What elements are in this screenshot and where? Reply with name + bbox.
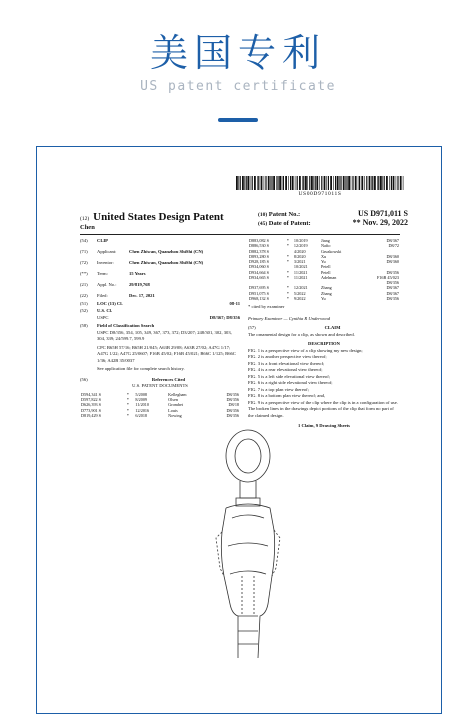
figure-description: FIG. 1 is a perspective view of a clip showing my new design;: [248, 347, 363, 353]
figure-description: FIG. 5 is a left side elevational view thereof;: [248, 373, 331, 379]
ref-date: 9/2022: [293, 295, 306, 301]
barcode-bar: [261, 176, 263, 190]
barcode-bar: [384, 176, 385, 190]
barcode-bar: [335, 176, 336, 190]
ref-date: 5/2022: [293, 290, 306, 296]
barcode-bar: [343, 176, 345, 190]
field-code: (52): [80, 308, 88, 314]
ref-date: 10/2021: [293, 264, 308, 270]
ref-name: Kellegham: [168, 391, 187, 397]
barcode-bar: [393, 176, 395, 190]
ref-mark: *: [286, 243, 289, 249]
ref-number: D934,664 S: [249, 269, 270, 275]
field-code: (72): [80, 260, 88, 266]
applicant-label: Applicant:: [97, 249, 117, 255]
ref-number: D773,901 S: [81, 407, 102, 413]
barcode-bar: [240, 176, 241, 190]
search-cpc-label: CPC: [97, 344, 106, 350]
ref-number: D886,530 S: [249, 243, 270, 249]
ref-class: D8/18: [228, 402, 239, 408]
barcode-bar: [391, 176, 392, 190]
date-row: [258, 218, 408, 227]
ref-class: D8/367: [386, 238, 399, 243]
field-code: (71): [80, 249, 88, 255]
ref-date: 12/2019: [293, 243, 308, 249]
barcode-bar: [330, 176, 332, 190]
ref-class: D8/356: [226, 412, 239, 418]
barcode-bar: [377, 176, 378, 190]
barcode-bar: [351, 176, 352, 190]
barcode-bar: [396, 176, 397, 190]
patent-number: US D971,011 S: [357, 209, 408, 218]
claim-text: The ornamental design for a clip, as shown and described.: [248, 331, 355, 337]
barcode-bar: [285, 176, 287, 190]
barcode-bar: [345, 176, 346, 190]
barcode-bar: [361, 176, 363, 190]
ref-name: Olsen: [168, 397, 178, 403]
primary-examiner: Primary Examiner — Cynthia R Underwood: [248, 315, 331, 321]
barcode-bar: [273, 176, 275, 190]
ref-name: Zhang: [320, 285, 332, 291]
ref-class: D8/72: [388, 243, 399, 249]
figure-description: FIG. 3 is a front elevational view thereof;: [248, 360, 325, 366]
ref-number: D934,665 S: [249, 274, 270, 280]
ref-date: 12/2016: [135, 407, 150, 413]
field-code: (56): [80, 376, 88, 382]
description-heading: DESCRIPTION: [308, 341, 340, 347]
ref-mark: *: [126, 402, 129, 408]
ref-date: 11/2010: [135, 402, 149, 408]
barcode-bar: [265, 176, 266, 190]
barcode-bar: [403, 176, 404, 190]
barcode-bar: [369, 176, 371, 190]
field-code: (57): [248, 325, 256, 331]
ref-date: 4/2020: [293, 248, 306, 254]
ref-number: D597,822 S: [81, 397, 102, 403]
barcode-bar: [400, 176, 402, 190]
ref-mark: *: [286, 290, 289, 296]
field-code: (58): [80, 323, 88, 329]
ref-mark: *: [286, 274, 289, 280]
barcode-bar: [271, 176, 272, 190]
barcode-bar: [283, 176, 284, 190]
barcode-bar: [380, 176, 382, 190]
banner-subtitle: US patent certificate: [140, 79, 336, 94]
loc-label: LOC (13) Cl.: [97, 300, 123, 306]
ref-number: D626,393 S: [81, 402, 102, 408]
ref-mark: *: [286, 295, 289, 301]
term-label: Term:: [97, 271, 108, 277]
barcode-bar: [340, 176, 341, 190]
figure-description: FIG. 6 is a right side elevational view thereof;: [248, 380, 333, 386]
field-51: [80, 301, 240, 308]
barcode-bar: [324, 176, 326, 190]
ref-name: Adelman: [320, 274, 337, 280]
code-10: (10): [258, 212, 268, 218]
barcode-bar: [279, 176, 281, 190]
barcode-bar: [250, 176, 251, 190]
reference-row: [80, 413, 240, 418]
barcode-bar: [313, 176, 314, 190]
ref-class: D8/356: [226, 407, 239, 413]
ref-number: D968,132 S: [249, 295, 270, 301]
search-uspc-value: D8/356, 354, 105, 349, 367, 373, 372; D3/207; 248/301, 302, 303, 304, 339; 24/599.7, 599.9: [97, 329, 232, 342]
barcode-bar: [371, 176, 372, 190]
barcode-bar: [295, 176, 296, 190]
barcode-bar: [242, 176, 244, 190]
barcode-bar: [316, 176, 318, 190]
barcode-bar: [305, 176, 307, 190]
barcode-bar: [282, 176, 283, 190]
ref-number: D594,341 S: [81, 391, 102, 397]
ref-mark: *: [286, 285, 289, 291]
field-54: [80, 238, 240, 245]
barcode-bar: [292, 176, 294, 190]
ref-mark: *: [286, 238, 289, 243]
barcode-bar: [386, 176, 388, 190]
barcode-bar: [288, 176, 289, 190]
barcode-bar: [297, 176, 298, 190]
inventor-label: Inventor:: [97, 260, 114, 266]
refs-right-table: [248, 238, 400, 301]
ref-mark: *: [286, 269, 289, 275]
barcode-bar: [358, 176, 359, 190]
barcode-bar: [378, 176, 379, 190]
barcode-image: [236, 176, 404, 190]
ref-class: D8/356: [386, 269, 399, 275]
figure-description: FIG. 4 is a rear elevational view thereof;: [248, 367, 323, 373]
barcode-bar: [319, 176, 320, 190]
ref-date: 11/2021: [293, 269, 308, 275]
ref-date: 3/2021: [293, 259, 306, 264]
barcode-bar: [246, 176, 247, 190]
barcode-bar: [309, 176, 310, 190]
ref-date: 8/2020: [293, 253, 306, 259]
patent-date: Nov. 29, 2022: [362, 218, 408, 227]
figure-description: FIG. 8 is a bottom plan view thereof; and,: [248, 393, 326, 399]
figure-description: FIG. 9 is a perspective view of the clip where the clip is in a configuration of use.: [248, 399, 398, 405]
uspc-value: D8/367; D8/356: [209, 314, 240, 320]
ref-class: D8/356: [386, 295, 399, 301]
barcode-bar: [268, 176, 270, 190]
barcode-bar: [311, 176, 313, 190]
barcode-bar: [315, 176, 316, 190]
ref-class: D8/367: [386, 290, 399, 296]
ref-class: D8/367: [386, 285, 399, 291]
field-code: (**): [80, 271, 88, 277]
barcode-bar: [326, 176, 327, 190]
date-marker: **: [352, 218, 361, 227]
us-cl-uspc: [97, 315, 240, 322]
field-code: (51): [80, 300, 88, 306]
ref-mark: *: [126, 407, 129, 413]
barcode-bar: [352, 176, 353, 190]
patent-number-row: [258, 209, 408, 218]
accent-bar: [218, 118, 258, 122]
ref-name: Louis: [168, 407, 178, 413]
ref-name: Zhang: [320, 290, 332, 296]
search-note: See application file for complete search history.: [97, 366, 185, 372]
ref-name: Xu: [320, 253, 327, 259]
barcode-bar: [257, 176, 258, 190]
barcode-bar: [258, 176, 259, 190]
figure-description: FIG. 7 is a top plan view thereof;: [248, 386, 309, 392]
barcode-bar: [372, 176, 373, 190]
appl-no-value: 29/819,768: [129, 282, 150, 288]
ref-number: D882,378 S: [249, 248, 270, 254]
barcode-bar: [337, 176, 339, 190]
field-71: [80, 249, 240, 256]
barcode-bar: [355, 176, 357, 190]
banner-title: 美国专利: [149, 31, 326, 75]
search-field-label: Field of Classification Search: [97, 323, 155, 329]
inventor-surname: Chen: [80, 224, 95, 231]
ref-class: D8/356: [386, 280, 399, 285]
reference-row: [248, 296, 400, 301]
ref-class: D8/360: [386, 259, 399, 264]
ref-date: 8/2009: [135, 397, 148, 403]
barcode-bar: [339, 176, 340, 190]
barcode-bar: [276, 176, 277, 190]
ref-class: D8/356: [226, 397, 239, 403]
ref-date: 6/2018: [135, 412, 148, 418]
refs-left-table: [80, 392, 240, 418]
ref-name: Gruzkowski: [320, 248, 342, 254]
uspc-label: USPC: [97, 314, 109, 320]
search-cpc: [97, 345, 240, 365]
ref-number: D937,695 S: [249, 285, 270, 291]
term-value: 15 Years: [129, 271, 146, 277]
design-title: CLIP: [97, 238, 108, 243]
patent-type-title: United States Design Patent: [93, 211, 224, 223]
ref-name: Nafio: [320, 243, 331, 249]
filed-value: Dec. 17, 2021: [129, 293, 155, 299]
field-21: [80, 282, 240, 289]
ref-number: D934,060 S: [249, 264, 270, 270]
ref-class: F16B 45/023: [377, 274, 399, 280]
search-uspc: [97, 330, 240, 343]
barcode-bar: [238, 176, 239, 190]
patent-no-label: Patent No.:: [268, 211, 301, 218]
barcode-bar: [254, 176, 256, 190]
ref-date: 10/2019: [293, 238, 308, 243]
ref-mark: *: [126, 397, 129, 403]
us-cl-label: U.S. Cl.: [97, 308, 113, 314]
barcode-bar: [374, 176, 376, 190]
barcode-bar: [236, 176, 238, 190]
code-12: (12): [80, 216, 90, 222]
banner-header: [0, 0, 476, 145]
loc-value: 08-11: [229, 300, 240, 306]
claim-heading: CLAIM: [324, 325, 341, 331]
barcode-bar: [264, 176, 265, 190]
code-45: (45): [258, 221, 268, 227]
ref-name: Grombet: [168, 402, 184, 408]
barcode-bar: [299, 176, 301, 190]
field-code: (21): [80, 282, 88, 288]
barcode-bar: [366, 176, 367, 190]
ref-class: D8/360: [386, 253, 399, 259]
figure-list: [248, 348, 400, 420]
ref-name: Nowing: [168, 412, 182, 418]
barcode-bar: [244, 176, 245, 190]
barcode-bar: [247, 176, 249, 190]
barcode-bar: [290, 176, 291, 190]
header-rule: [80, 234, 400, 235]
ref-date: 12/2021: [293, 285, 308, 291]
date-label: Date of Patent:: [268, 220, 311, 227]
barcode-bar: [348, 176, 350, 190]
cited-by-examiner: * cited by examiner: [248, 304, 285, 309]
left-column: [80, 238, 240, 418]
left-header: [80, 207, 224, 225]
ref-name: Petell: [320, 269, 331, 275]
barcode-bar: [270, 176, 271, 190]
ref-name: Yu: [320, 259, 326, 264]
ref-mark: *: [286, 259, 289, 264]
ref-name: Yu: [320, 295, 326, 301]
ref-name: Jiang: [320, 238, 330, 243]
barcode-bar: [321, 176, 322, 190]
ref-number: D819,429 S: [81, 412, 102, 418]
search-uspc-label: USPC: [97, 329, 109, 335]
refs-subheading: U.S. PATENT DOCUMENTS: [132, 383, 188, 389]
field-22: [80, 293, 240, 300]
ref-class: D8/356: [226, 391, 239, 397]
barcode-bar: [389, 176, 390, 190]
field-72: [80, 260, 240, 267]
ref-date: 5/2008: [135, 391, 148, 397]
filed-label: Filed:: [97, 293, 108, 299]
right-column: [248, 238, 400, 430]
field-term: [80, 271, 240, 278]
barcode-bar: [252, 176, 253, 190]
ref-date: 11/2021: [293, 274, 308, 280]
barcode-bar: [307, 176, 308, 190]
field-code: (54): [80, 238, 88, 243]
clip-design-drawing: [196, 426, 300, 662]
barcode-bar: [277, 176, 278, 190]
figure-description: The broken lines in the drawings depict portions of the clip that form no part of the claimed design.: [248, 406, 394, 418]
ref-mark: *: [126, 391, 129, 397]
ref-mark: *: [126, 412, 129, 418]
ref-number: D883,082 S: [249, 238, 270, 243]
barcode-number: US00D971011S: [298, 191, 342, 197]
ref-mark: *: [286, 253, 289, 259]
right-header: [258, 209, 408, 227]
barcode-bar: [382, 176, 383, 190]
ref-number: D951,075 S: [249, 290, 270, 296]
field-code: (22): [80, 293, 88, 299]
barcode-bar: [303, 176, 304, 190]
barcode-bar: [328, 176, 329, 190]
refs-cited-label: References Cited: [151, 376, 186, 382]
figure-description: FIG. 2 is another perspective view thereof;: [248, 354, 327, 360]
ref-name: Petell: [320, 264, 331, 270]
ref-number: D893,280 S: [249, 253, 270, 259]
barcode-bar: [346, 176, 347, 190]
appl-no-label: Appl. No.:: [97, 282, 117, 288]
applicant-value: Chen Zhiwan, Quanzhou ShiShi (CN): [129, 249, 204, 255]
barcode-bar: [359, 176, 360, 190]
claim-count: 1 Claim, 9 Drawing Sheets: [298, 423, 350, 429]
search-cpc-value: B65H 57/16; B65H 21/045; A63B 29/08; A63B 27/02; A47G 1/17; A47G 1/22; A47G 25/0607; F16B 45/02; F16B 45/021; B66C 1/125; B66C 1/36; A42B 35/0037: [97, 344, 236, 363]
ref-number: D928,185 S: [249, 259, 270, 264]
barcode-bar: [397, 176, 398, 190]
inventor-value: Chen Zhiwan, Quanzhou ShiShi (CN): [129, 260, 204, 266]
barcode-bar: [364, 176, 365, 190]
barcode-bar: [302, 176, 303, 190]
barcode-bar: [333, 176, 334, 190]
field-57: [248, 325, 400, 332]
